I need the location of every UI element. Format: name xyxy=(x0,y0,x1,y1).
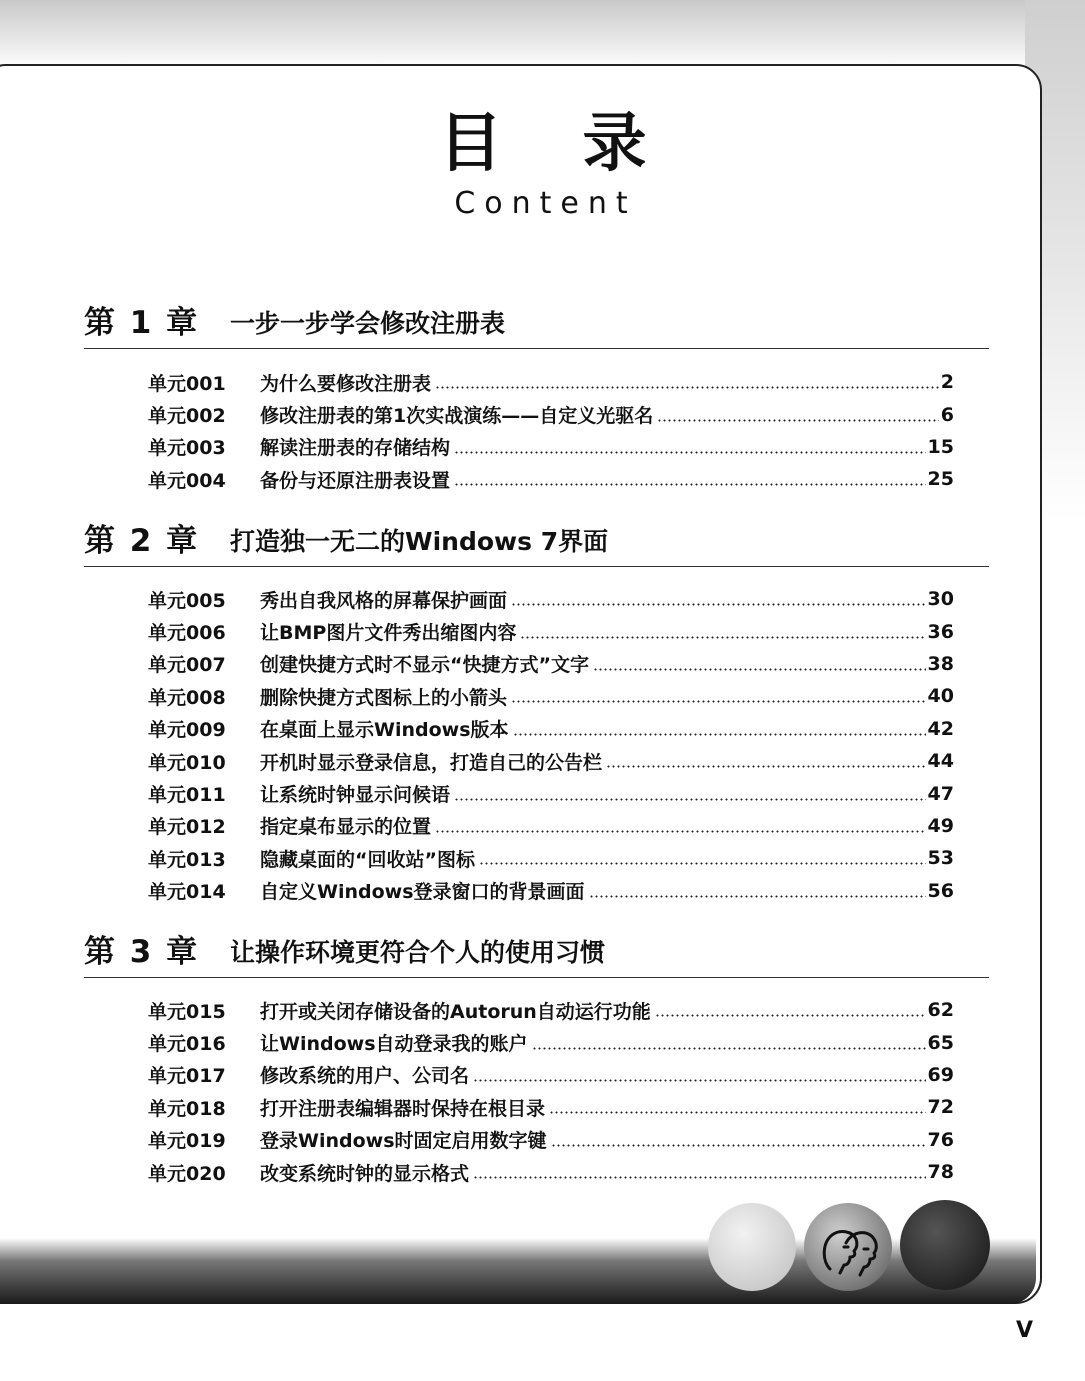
unit-code: 单元020 xyxy=(148,1162,226,1185)
dot-leader xyxy=(511,603,926,606)
chapter-title: 一步一步学会修改注册表 xyxy=(230,309,506,338)
chapter-title: 让操作环境更符合个人的使用习惯 xyxy=(230,938,606,967)
dot-leader xyxy=(655,1014,926,1017)
unit-code: 单元014 xyxy=(148,881,226,904)
toc-entry[interactable] xyxy=(148,680,954,712)
unit-code: 单元008 xyxy=(148,686,226,709)
toc-list xyxy=(148,994,954,1188)
unit-page: 44 xyxy=(927,750,954,773)
decor-circle-faces xyxy=(804,1203,892,1291)
unit-code: 单元001 xyxy=(148,372,226,395)
unit-title: 让BMP图片文件秀出缩图内容 xyxy=(260,622,517,645)
toc-entry[interactable] xyxy=(148,431,954,463)
decor-circle-dark xyxy=(900,1200,990,1290)
dot-leader xyxy=(549,1111,926,1114)
dot-leader xyxy=(593,668,926,671)
chapter-label: 第 3 章 xyxy=(84,934,200,970)
unit-title: 打开注册表编辑器时保持在根目录 xyxy=(260,1097,546,1120)
toc-entry[interactable] xyxy=(148,713,954,745)
dot-leader xyxy=(473,1176,926,1179)
dot-leader xyxy=(435,386,939,389)
toc-entry[interactable] xyxy=(148,615,954,647)
toc-entry[interactable] xyxy=(148,366,954,398)
unit-code: 单元005 xyxy=(148,589,226,612)
unit-page: 56 xyxy=(927,879,954,902)
unit-page: 2 xyxy=(940,371,954,394)
toc-entry[interactable] xyxy=(148,1156,954,1188)
unit-title: 打开或关闭存储设备的Autorun自动运行功能 xyxy=(260,1000,651,1023)
unit-title: 改变系统时钟的显示格式 xyxy=(260,1162,470,1185)
faces-icon xyxy=(804,1203,892,1291)
unit-title: 在桌面上显示Windows版本 xyxy=(260,719,509,742)
unit-page: 65 xyxy=(927,1031,954,1054)
unit-code: 单元018 xyxy=(148,1097,226,1120)
unit-code: 单元002 xyxy=(148,405,226,428)
toc-entry[interactable] xyxy=(148,648,954,680)
unit-code: 单元015 xyxy=(148,1000,226,1023)
dot-leader xyxy=(513,733,926,736)
toc-entry[interactable] xyxy=(148,583,954,615)
unit-title: 让系统时钟显示问候语 xyxy=(260,784,451,807)
toc-entry[interactable] xyxy=(148,810,954,842)
unit-title: 备份与还原注册表设置 xyxy=(260,469,451,492)
unit-page: 76 xyxy=(927,1128,954,1151)
unit-title: 登录Windows时固定启用数字键 xyxy=(260,1130,547,1153)
unit-code: 单元006 xyxy=(148,622,226,645)
unit-page: 15 xyxy=(927,435,954,458)
unit-code: 单元004 xyxy=(148,469,226,492)
toc-entry[interactable] xyxy=(148,875,954,907)
dot-leader xyxy=(454,451,926,454)
toc-entry[interactable] xyxy=(148,1091,954,1123)
toc-entry[interactable] xyxy=(148,1026,954,1058)
unit-code: 单元009 xyxy=(148,719,226,742)
unit-page: 30 xyxy=(927,588,954,611)
unit-page: 49 xyxy=(927,814,954,837)
unit-page: 36 xyxy=(927,620,954,643)
decor-circle-light xyxy=(708,1203,796,1291)
unit-title: 为什么要修改注册表 xyxy=(260,372,432,395)
dot-leader xyxy=(520,636,925,639)
page-number: V xyxy=(1016,1318,1034,1343)
unit-code: 单元017 xyxy=(148,1065,226,1088)
chapter-heading xyxy=(84,935,989,978)
chapter-label: 第 1 章 xyxy=(84,305,200,341)
dot-leader xyxy=(511,700,926,703)
dot-leader xyxy=(551,1144,926,1147)
unit-page: 72 xyxy=(927,1096,954,1119)
toc-entry[interactable] xyxy=(148,842,954,874)
unit-page: 40 xyxy=(927,685,954,708)
page-subtitle: Content xyxy=(454,186,637,221)
unit-title: 修改注册表的第1次实战演练——自定义光驱名 xyxy=(260,405,654,428)
unit-page: 42 xyxy=(927,717,954,740)
unit-title: 秀出自我风格的屏幕保护画面 xyxy=(260,589,508,612)
unit-code: 单元013 xyxy=(148,848,226,871)
dot-leader xyxy=(473,1079,926,1082)
toc-entry[interactable] xyxy=(148,745,954,777)
unit-code: 单元011 xyxy=(148,784,226,807)
unit-title: 自定义Windows登录窗口的背景画面 xyxy=(260,881,585,904)
unit-title: 修改系统的用户、公司名 xyxy=(260,1065,470,1088)
dot-leader xyxy=(435,830,926,833)
toc-entry[interactable] xyxy=(148,777,954,809)
toc-list xyxy=(148,583,954,907)
unit-title: 指定桌布显示的位置 xyxy=(260,816,432,839)
unit-code: 单元019 xyxy=(148,1130,226,1153)
toc-entry[interactable] xyxy=(148,463,954,495)
top-background xyxy=(0,0,1085,70)
unit-page: 6 xyxy=(940,403,954,426)
unit-code: 单元007 xyxy=(148,654,226,677)
unit-page: 25 xyxy=(927,468,954,491)
dot-leader xyxy=(589,895,926,898)
unit-page: 38 xyxy=(927,652,954,675)
title-block xyxy=(0,104,1085,221)
toc-entry[interactable] xyxy=(148,398,954,430)
toc-list xyxy=(148,366,954,496)
chapter-heading xyxy=(84,524,989,567)
unit-title: 解读注册表的存储结构 xyxy=(260,437,451,460)
dot-leader xyxy=(454,798,926,801)
unit-page: 78 xyxy=(927,1161,954,1184)
toc-entry[interactable] xyxy=(148,1059,954,1091)
unit-title: 创建快捷方式时不显示“快捷方式”文字 xyxy=(260,654,589,677)
unit-page: 53 xyxy=(927,847,954,870)
dot-leader xyxy=(479,862,926,865)
unit-code: 单元016 xyxy=(148,1033,226,1056)
unit-code: 单元012 xyxy=(148,816,226,839)
unit-code: 单元010 xyxy=(148,751,226,774)
unit-code: 单元003 xyxy=(148,437,226,460)
toc-entry[interactable] xyxy=(148,994,954,1026)
unit-title: 开机时显示登录信息，打造自己的公告栏 xyxy=(260,751,603,774)
page-title: 目录 xyxy=(438,107,727,181)
chapter-label: 第 2 章 xyxy=(84,523,200,559)
unit-title: 删除快捷方式图标上的小箭头 xyxy=(260,686,508,709)
chapter-heading xyxy=(84,306,989,349)
chapter-title: 打造独一无二的Windows 7界面 xyxy=(230,527,609,556)
toc-entry[interactable] xyxy=(148,1124,954,1156)
unit-title: 让Windows自动登录我的账户 xyxy=(260,1033,528,1056)
unit-page: 62 xyxy=(927,999,954,1022)
dot-leader xyxy=(532,1047,926,1050)
dot-leader xyxy=(657,419,939,422)
dot-leader xyxy=(606,765,926,768)
unit-title: 隐藏桌面的“回收站”图标 xyxy=(260,848,475,871)
unit-page: 47 xyxy=(927,782,954,805)
unit-page: 69 xyxy=(927,1063,954,1086)
dot-leader xyxy=(454,483,926,486)
